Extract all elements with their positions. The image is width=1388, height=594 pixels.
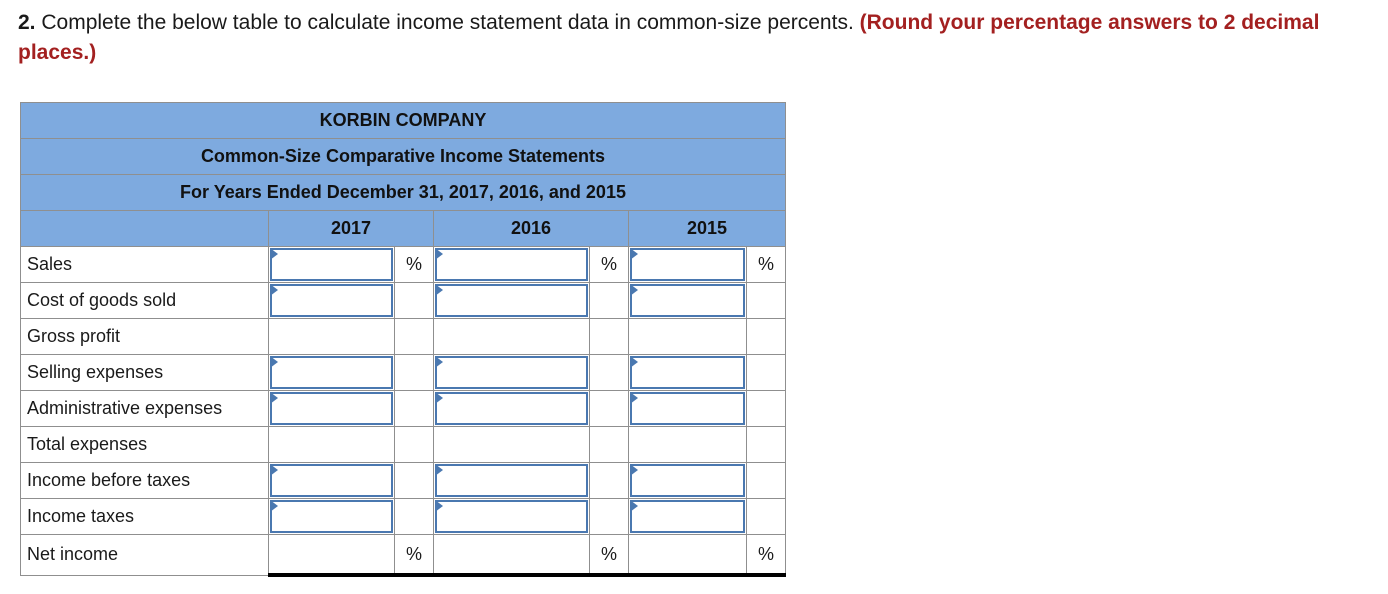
- table-row-cogs: [21, 283, 786, 319]
- percent-sign: %: [395, 535, 434, 576]
- admin-2016-input[interactable]: [434, 391, 590, 427]
- question-text: Complete the below table to calculate income statement data in common-size percents.: [41, 11, 854, 34]
- year-header-blank: [21, 211, 269, 247]
- selling-2017-input[interactable]: [269, 355, 395, 391]
- net-income-2015-cell: [629, 535, 747, 576]
- row-label: Income before taxes: [21, 463, 269, 499]
- input-flag-icon: [270, 356, 278, 368]
- input-flag-icon: [435, 464, 443, 476]
- sales-2015-input[interactable]: [629, 247, 747, 283]
- table-row-selling-expenses: [21, 355, 786, 391]
- ibt-2017-input[interactable]: [269, 463, 395, 499]
- input-flag-icon: [630, 356, 638, 368]
- input-flag-icon: [435, 248, 443, 260]
- ibt-2015-input[interactable]: [629, 463, 747, 499]
- admin-2017-input[interactable]: [269, 391, 395, 427]
- ibt-2016-input[interactable]: [434, 463, 590, 499]
- taxes-2015-input[interactable]: [629, 499, 747, 535]
- taxes-2017-input[interactable]: [269, 499, 395, 535]
- input-flag-icon: [435, 392, 443, 404]
- total-expenses-2017-cell: [269, 427, 395, 463]
- percent-sign: %: [395, 247, 434, 283]
- table-row-total-expenses: [21, 427, 786, 463]
- percent-sign: %: [747, 247, 786, 283]
- taxes-2016-input[interactable]: [434, 499, 590, 535]
- input-flag-icon: [435, 284, 443, 296]
- input-flag-icon: [270, 392, 278, 404]
- row-label: Cost of goods sold: [21, 283, 269, 319]
- cogs-2016-input[interactable]: [434, 283, 590, 319]
- gross-profit-2015-cell: [629, 319, 747, 355]
- input-flag-icon: [630, 464, 638, 476]
- total-expenses-2015-cell: [629, 427, 747, 463]
- input-flag-icon: [435, 356, 443, 368]
- row-label: Gross profit: [21, 319, 269, 355]
- input-flag-icon: [630, 500, 638, 512]
- cogs-2017-input[interactable]: [269, 283, 395, 319]
- input-flag-icon: [630, 248, 638, 260]
- year-header-2016: 2016: [434, 211, 629, 247]
- row-label: Sales: [21, 247, 269, 283]
- gross-profit-2016-cell: [434, 319, 590, 355]
- table-row-net-income: [21, 535, 786, 576]
- gross-profit-2017-cell: [269, 319, 395, 355]
- row-label: Selling expenses: [21, 355, 269, 391]
- table-row-gross-profit: [21, 319, 786, 355]
- row-label: Net income: [21, 535, 269, 576]
- common-size-income-table: [20, 102, 786, 577]
- percent-sign: %: [590, 247, 629, 283]
- selling-2015-input[interactable]: [629, 355, 747, 391]
- sales-2016-input[interactable]: [434, 247, 590, 283]
- input-flag-icon: [630, 392, 638, 404]
- question-number: 2.: [18, 11, 36, 34]
- year-header-2015: 2015: [629, 211, 786, 247]
- table-row-income-taxes: [21, 499, 786, 535]
- sales-2017-input[interactable]: [269, 247, 395, 283]
- admin-2015-input[interactable]: [629, 391, 747, 427]
- input-flag-icon: [270, 500, 278, 512]
- table-row-sales: [21, 247, 786, 283]
- net-income-2016-cell: [434, 535, 590, 576]
- cogs-2015-input[interactable]: [629, 283, 747, 319]
- statement-period: For Years Ended December 31, 2017, 2016, and 2015: [21, 175, 786, 211]
- row-label: Total expenses: [21, 427, 269, 463]
- question-prompt: [18, 8, 1378, 68]
- row-label: Administrative expenses: [21, 391, 269, 427]
- total-expenses-2016-cell: [434, 427, 590, 463]
- net-income-2017-cell: [269, 535, 395, 576]
- selling-2016-input[interactable]: [434, 355, 590, 391]
- rounding-hint: (Round your percentage answers to 2 decimal places.): [18, 11, 1320, 64]
- input-flag-icon: [270, 464, 278, 476]
- year-header-2017: 2017: [269, 211, 434, 247]
- percent-sign: %: [590, 535, 629, 576]
- input-flag-icon: [630, 284, 638, 296]
- input-flag-icon: [435, 500, 443, 512]
- percent-sign: %: [747, 535, 786, 576]
- table-row-admin-expenses: [21, 391, 786, 427]
- row-label: Income taxes: [21, 499, 269, 535]
- table-row-income-before-taxes: [21, 463, 786, 499]
- input-flag-icon: [270, 284, 278, 296]
- company-name: KORBIN COMPANY: [21, 103, 786, 139]
- statement-title: Common-Size Comparative Income Statements: [21, 139, 786, 175]
- input-flag-icon: [270, 248, 278, 260]
